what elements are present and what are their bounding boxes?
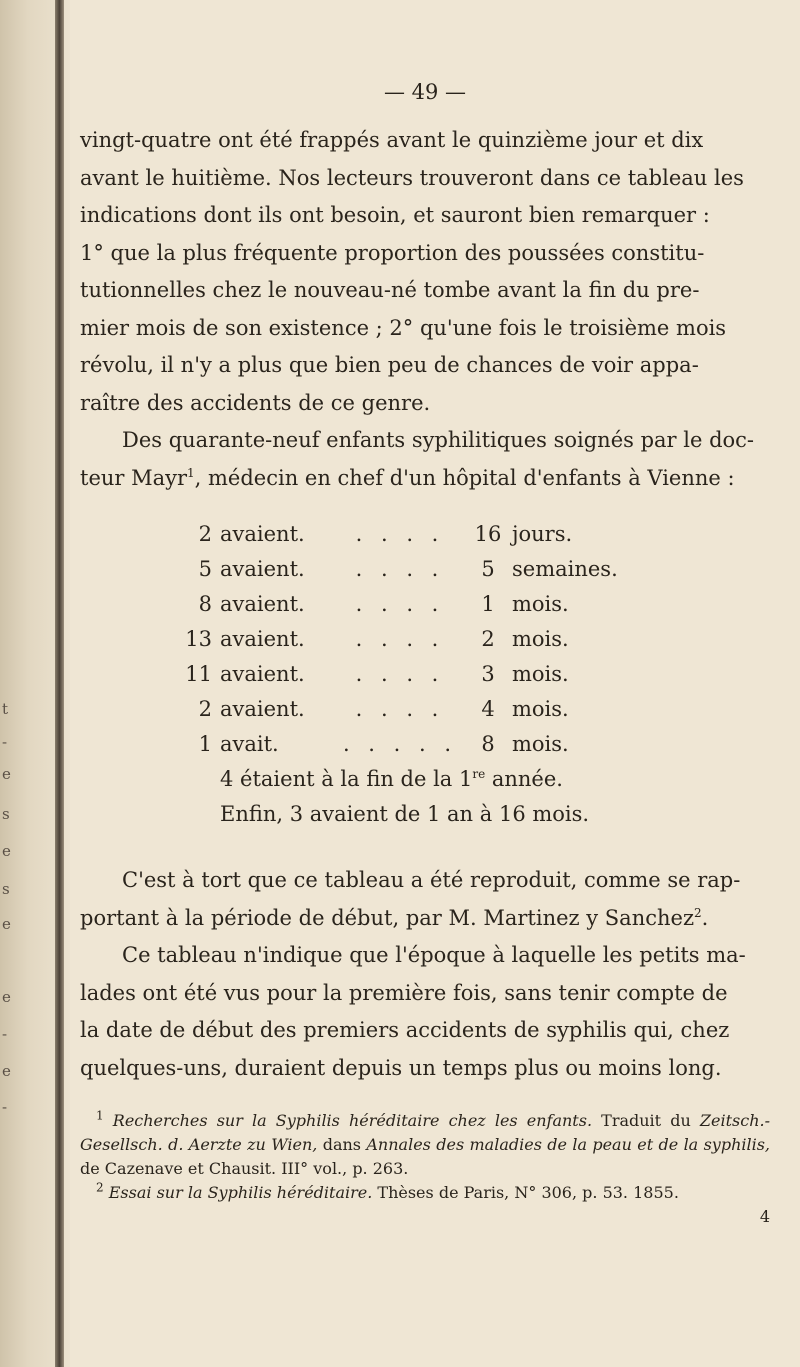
text-fragment: portant à la période de début, par M. Martinez y Sanchez — [80, 905, 695, 930]
paragraph-4 — [80, 937, 770, 1087]
row-count: 11 — [185, 662, 212, 686]
margin-letter: e — [2, 765, 11, 783]
journal-title: Zeitsch.-Gesellsch. d. Aerzte zu Wien, — [80, 1111, 770, 1154]
row-unit: semaines. — [512, 557, 618, 581]
row-verb: avaient. — [220, 627, 305, 651]
footnote-ref-2: 2 — [694, 905, 702, 920]
text-fragment: , médecin en chef d'un hôpital d'enfants à Vienne : — [194, 465, 735, 490]
footnote-1 — [80, 1109, 770, 1181]
journal-title: Annales des maladies de la peau et de la syphilis, — [366, 1135, 771, 1154]
row-number: 1 — [481, 592, 495, 616]
margin-letter: t — [2, 700, 9, 718]
row-number: 4 — [481, 697, 495, 721]
row-count: 13 — [185, 627, 212, 651]
text-line — [80, 900, 770, 938]
paragraph-3 — [80, 862, 770, 937]
text-line: raître des accidents de ce genre. — [80, 390, 431, 415]
margin-letter: - — [2, 1098, 8, 1116]
row-count: 1 — [198, 732, 212, 756]
row-leader: . . . . — [355, 557, 445, 581]
text-line: Des quarante-neuf enfants syphilitiques soignés par le doc- — [122, 428, 755, 452]
text-line: la date de début des premiers accidents de syphilis qui, chez — [80, 1018, 730, 1042]
row-leader: . . . . — [355, 522, 445, 546]
row-unit: mois. — [512, 732, 569, 756]
row-number: 16 — [474, 522, 502, 546]
text-line: C'est à tort que ce tableau a été reproduit, comme se rap- — [122, 868, 741, 892]
text-fragment: Traduit du — [592, 1111, 700, 1130]
text-fragment: Thèses de Paris, N° 306, p. 53. 1855. — [372, 1183, 679, 1202]
text-fragment: année. — [485, 767, 563, 791]
text-line: avant le huitième. Nos lecteurs trouveront dans ce tableau les — [80, 165, 744, 190]
table-row — [164, 622, 770, 657]
row-count: 8 — [198, 592, 212, 616]
footnote-2 — [80, 1181, 770, 1205]
text-line: tutionnelles chez le nouveau-né tombe avant la fin du pre- — [80, 278, 700, 302]
table-note — [164, 762, 770, 797]
margin-letter: e — [2, 1062, 11, 1080]
binding-edge — [55, 0, 64, 1367]
row-number: 2 — [481, 627, 495, 651]
text-fragment: . — [701, 905, 709, 930]
text-line: 1° que la plus fréquente proportion des poussées constitu- — [80, 240, 705, 265]
text-line: lades ont été vus pour la première fois, sans tenir compte de — [80, 980, 728, 1005]
text-line: mier mois de son existence ; 2° qu'une fois le troisième mois — [80, 315, 727, 340]
row-leader: . . . . — [355, 662, 445, 686]
row-count: 2 — [198, 697, 212, 721]
row-unit: mois. — [512, 592, 569, 616]
text-fragment: 4 étaient à la fin de la 1 — [220, 767, 473, 791]
footnote-mark: 1 — [96, 1108, 104, 1123]
signature-mark: 4 — [759, 1207, 770, 1226]
row-leader: . . . . . — [342, 732, 458, 756]
table-row — [164, 552, 770, 587]
footnotes — [80, 1109, 770, 1205]
text-line: révolu, il n'y a plus que bien peu de chances de voir appa- — [80, 353, 699, 377]
table-row — [164, 587, 770, 622]
table-row — [164, 657, 770, 692]
footnote-ref-1: 1 — [187, 465, 195, 480]
text-line — [80, 460, 770, 498]
row-leader: . . . . — [355, 592, 445, 616]
row-verb: avaient. — [220, 592, 305, 616]
spacer — [80, 842, 770, 862]
row-count: 5 — [198, 557, 212, 581]
row-unit: jours. — [512, 522, 573, 546]
footnote-title: Essai sur la Syphilis héréditaire. — [108, 1183, 373, 1202]
text-fragment: teur Mayr — [80, 465, 188, 490]
page-number: — 49 — — [383, 80, 467, 104]
footnote-mark: 2 — [96, 1180, 104, 1195]
row-leader: . . . . — [355, 627, 445, 651]
margin-letter: e — [2, 915, 11, 933]
margin-letter: e — [2, 842, 11, 860]
table-row — [164, 727, 770, 762]
footnote-title: Recherches sur la Syphilis héréditaire chez les enfants. — [112, 1111, 593, 1130]
margin-letter: s — [2, 880, 10, 898]
table-row — [164, 692, 770, 727]
row-leader: . . . . — [355, 697, 445, 721]
row-verb: avaient. — [220, 522, 305, 546]
row-unit: mois. — [512, 627, 569, 651]
table-note: Enfin, 3 avaient de 1 an à 16 mois. — [220, 802, 590, 826]
row-number: 3 — [481, 662, 495, 686]
margin-letter: - — [2, 733, 8, 751]
page-content — [80, 80, 770, 1226]
row-unit: mois. — [512, 662, 569, 686]
row-verb: avaient. — [220, 697, 305, 721]
row-verb: avait. — [220, 732, 279, 756]
text-line: quelques-uns, duraient depuis un temps plus ou moins long. — [80, 1055, 722, 1080]
text-fragment: de Cazenave et Chausit. III° vol., p. 263. — [80, 1159, 409, 1178]
text-line: Ce tableau n'indique que l'époque à laquelle les petits ma- — [122, 943, 746, 967]
row-count: 2 — [198, 522, 212, 546]
age-table — [164, 517, 770, 832]
row-unit: mois. — [512, 697, 569, 721]
margin-letter: e — [2, 988, 11, 1006]
paragraph-2 — [80, 422, 770, 497]
row-number: 5 — [481, 557, 495, 581]
row-verb: avaient. — [220, 662, 305, 686]
ordinal-suffix: re — [472, 767, 486, 781]
text-fragment: dans — [317, 1135, 367, 1154]
text-line: vingt-quatre ont été frappés avant le quinzième jour et dix — [80, 128, 704, 152]
margin-letter: s — [2, 805, 10, 823]
paragraph-1 — [80, 122, 770, 422]
row-number: 8 — [481, 732, 495, 756]
margin-letter: - — [2, 1025, 8, 1043]
table-row — [164, 517, 770, 552]
text-line: indications dont ils ont besoin, et sauront bien remarquer : — [80, 203, 710, 227]
row-verb: avaient. — [220, 557, 305, 581]
